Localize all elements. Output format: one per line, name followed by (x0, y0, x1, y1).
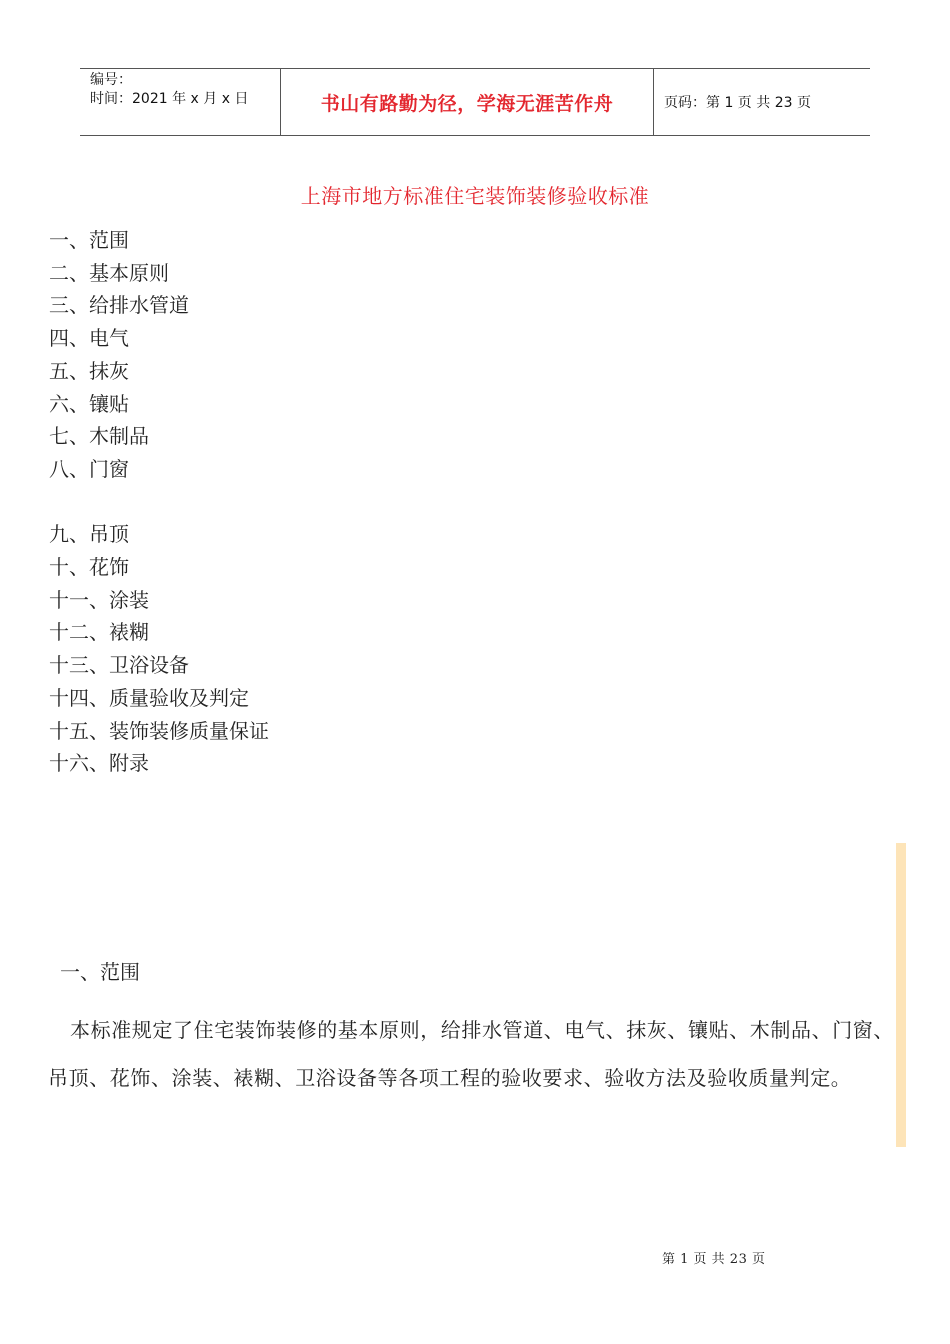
toc-item: 四、电气 (49, 326, 129, 351)
toc-item: 十五、装饰装修质量保证 (49, 718, 269, 743)
document-title: 上海市地方标准住宅装饰装修验收标准 (300, 184, 650, 208)
toc-item: 一、范围 (49, 228, 129, 252)
toc-item: 六、镶贴 (49, 391, 129, 416)
toc-item: 十、花饰 (49, 555, 129, 580)
toc-item: 二、基本原则 (49, 260, 169, 285)
toc-item: 十一、涂装 (49, 587, 149, 612)
page-header (80, 68, 870, 136)
toc-item: 九、吊顶 (49, 522, 129, 547)
toc-item: 十六、附录 (49, 751, 149, 776)
header-page-info: 页码：第 1 页 共 23 页 (664, 95, 811, 111)
margin-highlight-bar (896, 843, 906, 1147)
body-paragraph: 本标准规定了住宅装饰装修的基本原则，给排水管道、电气、抹灰、镶贴、木制品、门窗、吊顶、花饰、涂装、裱糊、卫浴设备等各项工程的验收要求、验收方法及验收质量判定。 (48, 1018, 894, 1090)
section-heading: 一、范围 (60, 960, 140, 984)
table-of-contents (49, 224, 269, 780)
time-label: 时间：2021 年 x 月 x 日 (90, 91, 249, 107)
page-footer: 第 1 页 共 23 页 (662, 1252, 766, 1267)
toc-item: 八、门窗 (49, 456, 129, 481)
toc-item: 十四、质量验收及判定 (49, 685, 249, 710)
header-meta (80, 69, 281, 135)
toc-item: 七、木制品 (49, 424, 149, 449)
number-label: 编号： (90, 72, 132, 88)
toc-item: 十二、裱糊 (49, 620, 149, 645)
header-motto: 书山有路勤为径，学海无涯苦作舟 (281, 69, 654, 135)
toc-item: 十三、卫浴设备 (49, 653, 189, 678)
toc-item: 五、抹灰 (49, 358, 129, 383)
toc-item: 三、给排水管道 (49, 293, 189, 318)
